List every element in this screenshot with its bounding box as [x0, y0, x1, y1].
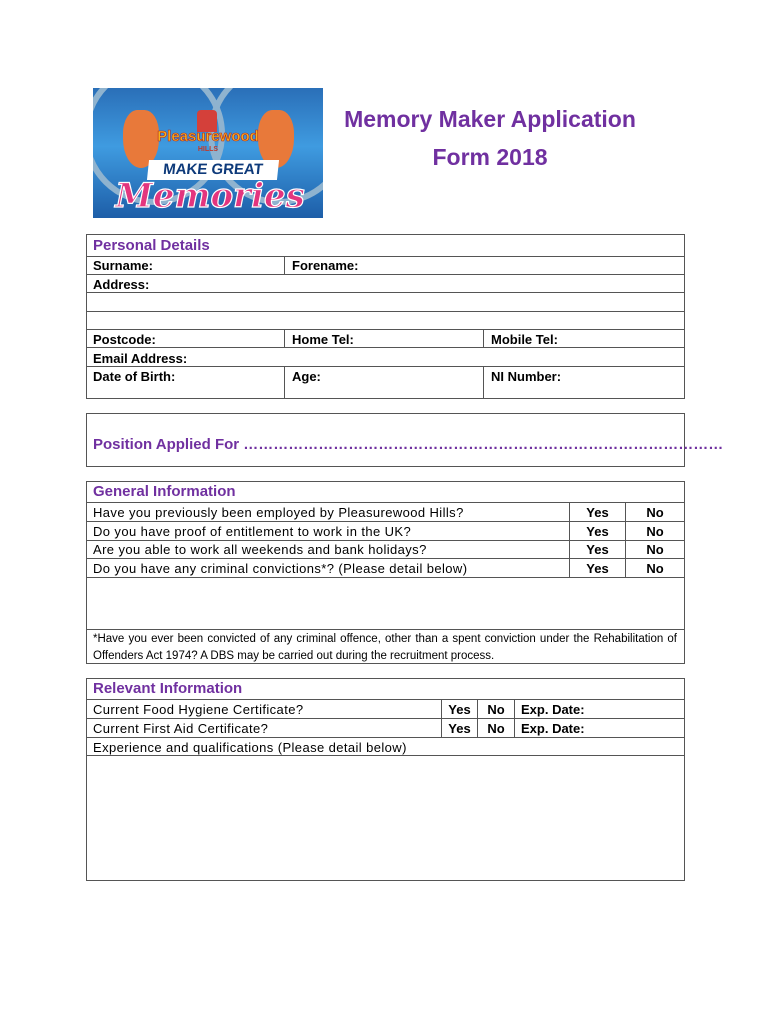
pleasurewood-hills-logo [93, 88, 323, 218]
mobile-tel-field[interactable]: Mobile Tel: [491, 332, 558, 347]
dob-field[interactable]: Date of Birth: [93, 369, 176, 384]
divider [86, 718, 685, 719]
conviction-details-area[interactable] [87, 578, 684, 629]
question-first-aid: Current First Aid Certificate? [93, 721, 269, 736]
question-food-hygiene: Current Food Hygiene Certificate? [93, 702, 304, 717]
title-line-1: Memory Maker Application [344, 106, 636, 132]
logo-brand-sub: HILLS [197, 146, 219, 153]
page-title [330, 100, 650, 176]
divider [86, 629, 685, 630]
divider [86, 292, 685, 293]
section-heading-personal: Personal Details [93, 237, 210, 254]
personal-details-section [86, 234, 685, 399]
logo-tagline-top: MAKE GREAT [147, 160, 279, 180]
age-field[interactable]: Age: [292, 369, 321, 384]
divider [86, 274, 685, 275]
divider [86, 540, 685, 541]
email-field[interactable]: Email Address: [93, 351, 188, 366]
question-prev-employed: Have you previously been employed by Pleasurewood Hills? [93, 505, 464, 520]
divider [86, 502, 685, 503]
section-heading-general: General Information [93, 483, 236, 500]
no-option[interactable]: No [487, 721, 505, 736]
yes-option[interactable]: Yes [586, 542, 609, 557]
divider [86, 256, 685, 257]
divider [86, 311, 685, 312]
yes-option[interactable]: Yes [586, 505, 609, 520]
divider [86, 366, 685, 367]
divider [86, 521, 685, 522]
divider [86, 347, 685, 348]
experience-details-area[interactable] [87, 756, 684, 880]
no-option[interactable]: No [487, 702, 505, 717]
experience-label: Experience and qualifications (Please detail below) [93, 740, 407, 755]
postcode-field[interactable]: Postcode: [93, 332, 156, 347]
exp-date-field[interactable]: Exp. Date: [521, 721, 585, 736]
divider [483, 366, 484, 399]
ni-number-field[interactable]: NI Number: [491, 369, 562, 384]
logo-tagline-bottom: Memories [115, 176, 305, 216]
yes-option[interactable]: Yes [586, 524, 609, 539]
no-option[interactable]: No [646, 505, 664, 520]
divider [86, 329, 685, 330]
no-option[interactable]: No [646, 561, 664, 576]
position-applied-field[interactable]: Position Applied For …………………………………………………………………………………… [93, 436, 724, 453]
divider [284, 256, 285, 274]
logo-brand: Pleasurewood [157, 128, 259, 145]
divider [86, 699, 685, 700]
divider [86, 558, 685, 559]
divider [284, 366, 285, 399]
address-field[interactable]: Address: [93, 277, 150, 292]
question-weekends: Are you able to work all weekends and bank holidays? [93, 542, 427, 557]
yes-option[interactable]: Yes [448, 702, 471, 717]
divider [483, 329, 484, 347]
no-option[interactable]: No [646, 542, 664, 557]
surname-field[interactable]: Surname: [93, 258, 153, 273]
section-heading-relevant: Relevant Information [93, 680, 243, 697]
yes-option[interactable]: Yes [448, 721, 471, 736]
no-option[interactable]: No [646, 524, 664, 539]
exp-date-field[interactable]: Exp. Date: [521, 702, 585, 717]
convictions-note: *Have you ever been convicted of any criminal offence, other than a spent conviction under the Rehabilitation of Offenders Act 1974? A DBS may be carried out during the recruitment process. [93, 633, 677, 662]
divider [86, 737, 685, 738]
forename-field[interactable]: Forename: [292, 258, 359, 273]
divider [284, 329, 285, 347]
divider [514, 699, 515, 737]
yes-option[interactable]: Yes [586, 561, 609, 576]
title-line-2: Form 2018 [432, 144, 548, 170]
home-tel-field[interactable]: Home Tel: [292, 332, 354, 347]
question-right-to-work: Do you have proof of entitlement to work in the UK? [93, 524, 412, 539]
question-convictions: Do you have any criminal convictions*? (Please detail below) [93, 561, 468, 576]
